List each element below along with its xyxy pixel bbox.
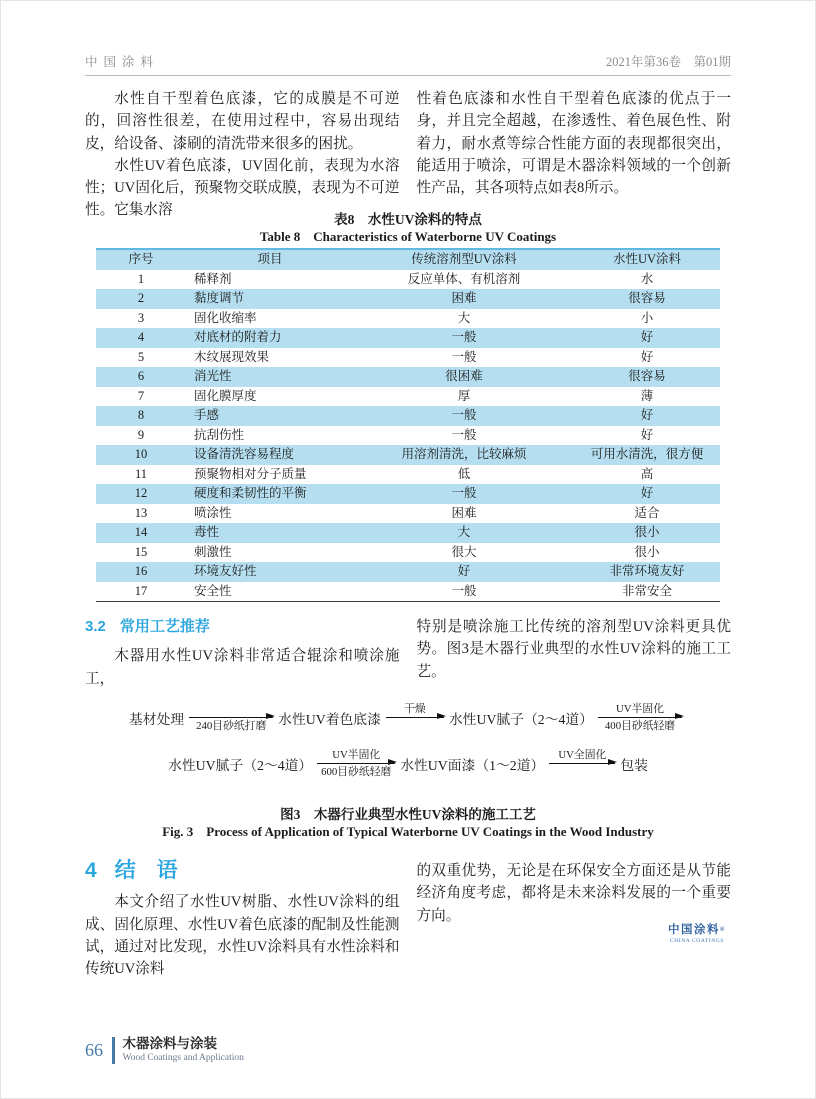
table8-column-header: 传统溶剂型UV涂料 <box>411 252 517 266</box>
table-row <box>96 445 720 465</box>
flow-arrow-icon <box>189 702 273 733</box>
table-row <box>96 543 720 563</box>
flow-node: 水性UV面漆（1～2道） <box>400 757 545 773</box>
arrow-line <box>386 717 444 718</box>
table-cell: 非常安全 <box>621 583 672 598</box>
paragraph: 木器用水性UV涂料非常适合辊涂和喷涂施工， <box>85 648 400 687</box>
table-cell: 好 <box>640 486 654 500</box>
table-cell: 适合 <box>634 505 660 520</box>
figure3-flow-diagram <box>85 702 731 779</box>
table-cell: 7 <box>137 388 145 403</box>
table-cell: 好 <box>640 427 654 442</box>
table-cell: 喷涂性 <box>194 505 232 520</box>
registered-mark-icon: ® <box>720 927 726 933</box>
table-cell: 高 <box>640 466 654 481</box>
table-cell: 14 <box>134 525 148 539</box>
table-cell: 用溶剂清洗，比较麻烦 <box>401 447 527 461</box>
table-cell: 11 <box>134 466 148 481</box>
table-row <box>96 523 720 543</box>
table8-title-cn: 表8 水性UV涂料的特点 <box>334 212 482 227</box>
table-cell: 大 <box>457 310 471 325</box>
table-cell: 对底材的附着力 <box>194 330 282 344</box>
table-cell: 一般 <box>451 349 477 364</box>
footer-journal-en: Wood Coatings and Application <box>122 1053 244 1063</box>
table-cell: 4 <box>137 330 145 344</box>
section-title: 常用工艺推荐 <box>119 618 210 635</box>
table-cell: 1 <box>137 271 145 286</box>
flow-arrow-icon <box>598 702 682 733</box>
arrow-label-above: UV半固化 <box>332 749 381 761</box>
table8 <box>96 248 720 602</box>
table-cell: 一般 <box>451 583 477 598</box>
flow-row <box>85 702 731 733</box>
flow-node: 水性UV腻子（2～4道） <box>168 757 313 773</box>
section-number: 3.2 <box>85 618 106 635</box>
table-cell: 厚 <box>457 388 471 403</box>
flow-node: 水性UV着色底漆 <box>278 711 381 727</box>
flow-node: 基材处理 <box>128 711 185 727</box>
table-cell: 15 <box>134 544 148 559</box>
table8-column-header: 序号 <box>128 252 154 266</box>
table-row <box>96 582 720 602</box>
journal-name: 中国涂料 <box>85 55 160 69</box>
intro-right-column <box>417 88 732 222</box>
table-cell: 水 <box>640 271 654 286</box>
table-cell: 抗刮伤性 <box>194 427 245 442</box>
arrow-label-above: UV全固化 <box>558 749 607 761</box>
table-row <box>96 387 720 407</box>
table-cell: 3 <box>137 310 145 325</box>
table-cell: 安全性 <box>194 583 232 598</box>
section-4 <box>85 860 731 980</box>
table-cell: 6 <box>137 369 145 383</box>
table-cell: 毒性 <box>194 525 220 539</box>
table-row <box>96 367 720 387</box>
table-cell: 好 <box>457 564 471 578</box>
flow-arrow-icon <box>549 748 615 779</box>
section-3-2 <box>85 616 731 690</box>
table8-column-header: 水性UV涂料 <box>612 252 682 266</box>
issue-info: 2021年第36卷 第01期 <box>605 55 731 69</box>
figure3-caption-en: Fig. 3 Process of Application of Typical Waterborne UV Coatings in the Wood Industry <box>162 824 654 839</box>
table-cell: 设备清洗容易程度 <box>194 447 295 461</box>
table-cell: 木纹展现效果 <box>194 349 270 364</box>
paragraph: 特别是喷涂施工比传统的溶剂型UV涂料更具优势。图3是木器行业典型的水性UV涂料的施工工艺。 <box>416 619 731 680</box>
footer-divider <box>112 1037 115 1064</box>
section-3-2-right-column <box>417 616 732 690</box>
paragraph: 本文介绍了水性UV树脂、水性UV涂料的组成、固化原理、水性UV着色底漆的配制及性能测试，通过对比发现，水性UV涂料具有水性涂料和传统UV涂料 <box>85 894 400 978</box>
flow-node: 水性UV腻子（2～4道） <box>448 711 593 727</box>
table-cell: 一般 <box>451 330 477 344</box>
figure3-caption <box>85 806 731 840</box>
table-cell: 低 <box>457 466 471 481</box>
table-cell: 可用水清洗，很方便 <box>590 447 704 461</box>
table-row <box>96 309 720 329</box>
table-row <box>96 504 720 524</box>
table8-column-header: 项目 <box>257 252 283 266</box>
arrow-label-above <box>230 702 233 716</box>
table-cell: 17 <box>134 583 148 598</box>
page-header <box>85 48 731 76</box>
table-cell: 一般 <box>451 427 477 442</box>
table-row <box>96 270 720 290</box>
footer-journal-cn: 木器涂料与涂装 <box>122 1036 217 1051</box>
table8-title <box>85 211 731 245</box>
arrow-label-above: 干燥 <box>404 703 426 715</box>
section-title: 结 语 <box>114 859 178 882</box>
table-row <box>96 328 720 348</box>
logo-en-text: CHINA COATINGS <box>669 938 725 944</box>
table-cell: 很容易 <box>628 291 666 305</box>
table-row <box>96 484 720 504</box>
arrow-label-below <box>581 765 584 779</box>
paragraph: 水性UV着色底漆，UV固化前，表现为水溶性；UV固化后，预聚物交联成膜，表现为不可逆性。它集水溶 <box>85 157 400 219</box>
table-cell: 很小 <box>634 544 660 559</box>
table-cell: 很容易 <box>628 369 666 383</box>
table-row <box>96 426 720 446</box>
section-4-heading <box>85 860 400 882</box>
table-cell: 10 <box>134 447 148 461</box>
arrow-label-above: UV半固化 <box>616 703 664 715</box>
table-cell: 很大 <box>451 544 477 559</box>
table-cell: 好 <box>640 408 654 422</box>
arrow-label-below <box>414 719 417 733</box>
table-cell: 手感 <box>194 408 220 422</box>
flow-arrow-icon <box>317 748 395 779</box>
table-row <box>96 406 720 426</box>
paragraph: 水性自干型着色底漆，它的成膜是不可逆的，回溶性很差，在使用过程中，容易出现结皮，给设备、漆刷的清洗带来很多的困扰。 <box>85 91 400 152</box>
table8-body <box>96 270 720 602</box>
table-cell: 一般 <box>451 486 477 500</box>
table-cell: 一般 <box>451 408 477 422</box>
table-row <box>96 289 720 309</box>
table-cell: 13 <box>134 505 148 520</box>
table-row <box>96 562 720 582</box>
table-row <box>96 348 720 368</box>
page-number: 66 <box>85 1039 103 1060</box>
paragraph: 的双重优势，无论是在环保安全方面还是从节能经济角度考虑，都将是未来涂料发展的一个重要方向。 <box>416 863 731 924</box>
table-cell: 16 <box>134 564 148 578</box>
table-cell: 2 <box>137 291 145 305</box>
logo-cn-text: 中国涂料® <box>668 924 726 936</box>
table-cell: 固化膜厚度 <box>194 388 257 403</box>
china-coatings-logo <box>668 924 726 945</box>
flow-arrow-icon <box>386 702 444 733</box>
arrow-label-below: 600目砂纸轻磨 <box>321 766 392 778</box>
table-cell: 固化收缩率 <box>194 310 257 325</box>
table-cell: 8 <box>137 408 145 422</box>
table-cell: 反应单体、有机溶剂 <box>407 271 521 286</box>
table-cell: 薄 <box>640 388 654 403</box>
table-cell: 很困难 <box>445 369 483 383</box>
table-cell: 非常环境友好 <box>609 564 685 578</box>
table-cell: 12 <box>134 486 148 500</box>
arrow-line <box>598 717 682 718</box>
table-cell: 好 <box>640 349 654 364</box>
table-cell: 大 <box>457 525 471 539</box>
table-cell: 消光性 <box>194 369 232 383</box>
table-cell: 小 <box>640 310 654 325</box>
page-footer <box>85 1036 244 1064</box>
section-4-right-column <box>417 860 732 980</box>
arrow-label-below: 400目砂纸轻磨 <box>604 720 676 732</box>
arrow-line <box>189 717 273 718</box>
table-row <box>96 465 720 485</box>
flow-row <box>85 748 731 779</box>
figure3-caption-cn: 图3 木器行业典型水性UV涂料的施工工艺 <box>280 807 536 822</box>
section-number: 4 <box>85 859 97 882</box>
arrow-line <box>549 763 615 764</box>
table-cell: 9 <box>137 427 145 442</box>
table8-title-en: Table 8 Characteristics of Waterborne UV Coatings <box>259 229 557 244</box>
section-4-left-column <box>85 860 400 980</box>
intro-left-column <box>85 88 400 222</box>
table8-header-row <box>96 249 720 270</box>
table-cell: 5 <box>137 349 145 364</box>
table-cell: 困难 <box>451 505 477 520</box>
table-cell: 困难 <box>451 291 477 305</box>
table-cell: 环境友好性 <box>194 564 257 578</box>
table-cell: 预聚物相对分子质量 <box>194 466 307 481</box>
arrow-label-below: 240目砂纸打磨 <box>196 720 267 732</box>
table-cell: 很小 <box>634 525 660 539</box>
table-cell: 硬度和柔韧性的平衡 <box>194 486 307 500</box>
section-3-2-left-column <box>85 616 400 690</box>
table-cell: 好 <box>640 330 654 344</box>
paragraph: 性着色底漆和水性自干型着色底漆的优点于一身，并且完全超越，在渗透性、着色展色性、附着力，耐水煮等综合性能方面的表现都很突出，能适用于喷涂，可谓是木器涂料领域的一个创新性产品，其各项特点如表8所示。 <box>416 91 731 197</box>
arrow-line <box>317 763 395 764</box>
table-cell: 刺激性 <box>194 544 232 559</box>
section-3-2-heading <box>85 616 400 638</box>
intro-section <box>85 88 731 222</box>
table-cell: 稀释剂 <box>194 271 232 286</box>
flow-node: 包装 <box>620 757 648 773</box>
table-cell: 黏度调节 <box>194 291 245 305</box>
footer-journal-block <box>123 1036 244 1064</box>
